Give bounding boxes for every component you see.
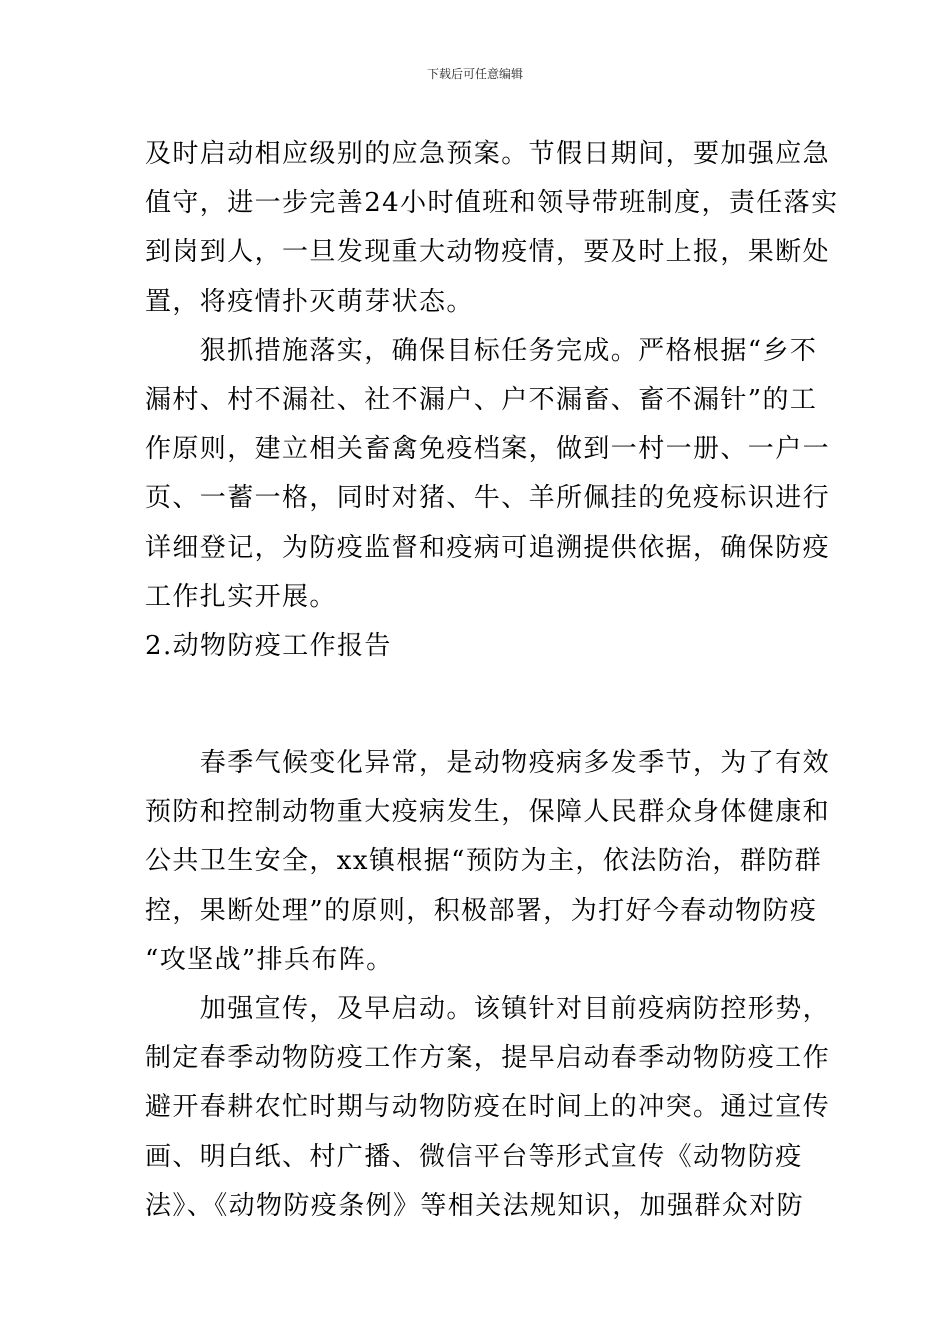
text-line: 春季气候变化异常，是动物疫病多发季节，为了有效 — [145, 748, 831, 779]
section-heading: 2.动物防疫工作报告 — [145, 630, 392, 661]
text-line: 值守，进一步完善24小时值班和领导带班制度，责任落实 — [145, 188, 839, 219]
text-line: 作原则，建立相关畜禽免疫档案，做到一村一册、一户一 — [145, 434, 831, 465]
text-line: 加强宣传，及早启动。该镇针对目前疫病防控形势， — [145, 994, 831, 1024]
text-line: 法》、《动物防疫条例》等相关法规知识，加强群众对防 — [145, 1190, 805, 1221]
page-header: 下载后可任意编辑 — [426, 67, 523, 81]
text-line: 详细登记，为防疫监督和疫病可追溯提供依据，确保防疫 — [145, 532, 831, 563]
document-body — [145, 130, 839, 1231]
text-line: “攻坚战”排兵布阵。 — [145, 944, 394, 975]
text-line: 及时启动相应级别的应急预案。节假日期间，要加强应急 — [145, 139, 831, 169]
text-line: 到岗到人，一旦发现重大动物疫情，要及时上报，果断处 — [145, 237, 831, 268]
text-line: 工作扎实开展。 — [145, 581, 337, 612]
text-line: 画、明白纸、村广播、微信平台等形式宣传《动物防疫 — [145, 1141, 803, 1172]
text-line: 控，果断处理”的原则，积极部署，为打好今春动物防疫 — [145, 895, 818, 926]
text-line: 避开春耕农忙时期与动物防疫在时间上的冲突。通过宣传 — [145, 1092, 831, 1123]
section-gap — [145, 671, 811, 739]
text-line: 页、一蓄一格，同时对猪、牛、羊所佩挂的免疫标识进行 — [145, 483, 831, 514]
text-line: 狠抓措施落实，确保目标任务完成。严格根据“乡不 — [145, 335, 818, 366]
text-line: 制定春季动物防疫工作方案，提早启动春季动物防疫工作 — [145, 1043, 831, 1074]
text-line: 置，将疫情扑灭萌芽状态。 — [145, 286, 474, 317]
text-line: 公共卫生安全，xx镇根据“预防为主，依法防治，群防群 — [145, 846, 823, 877]
text-line: 预防和控制动物重大疫病发生，保障人民群众身体健康和 — [145, 797, 831, 828]
text-line: 漏村、村不漏社、社不漏户、户不漏畜、畜不漏针”的工 — [145, 384, 818, 415]
